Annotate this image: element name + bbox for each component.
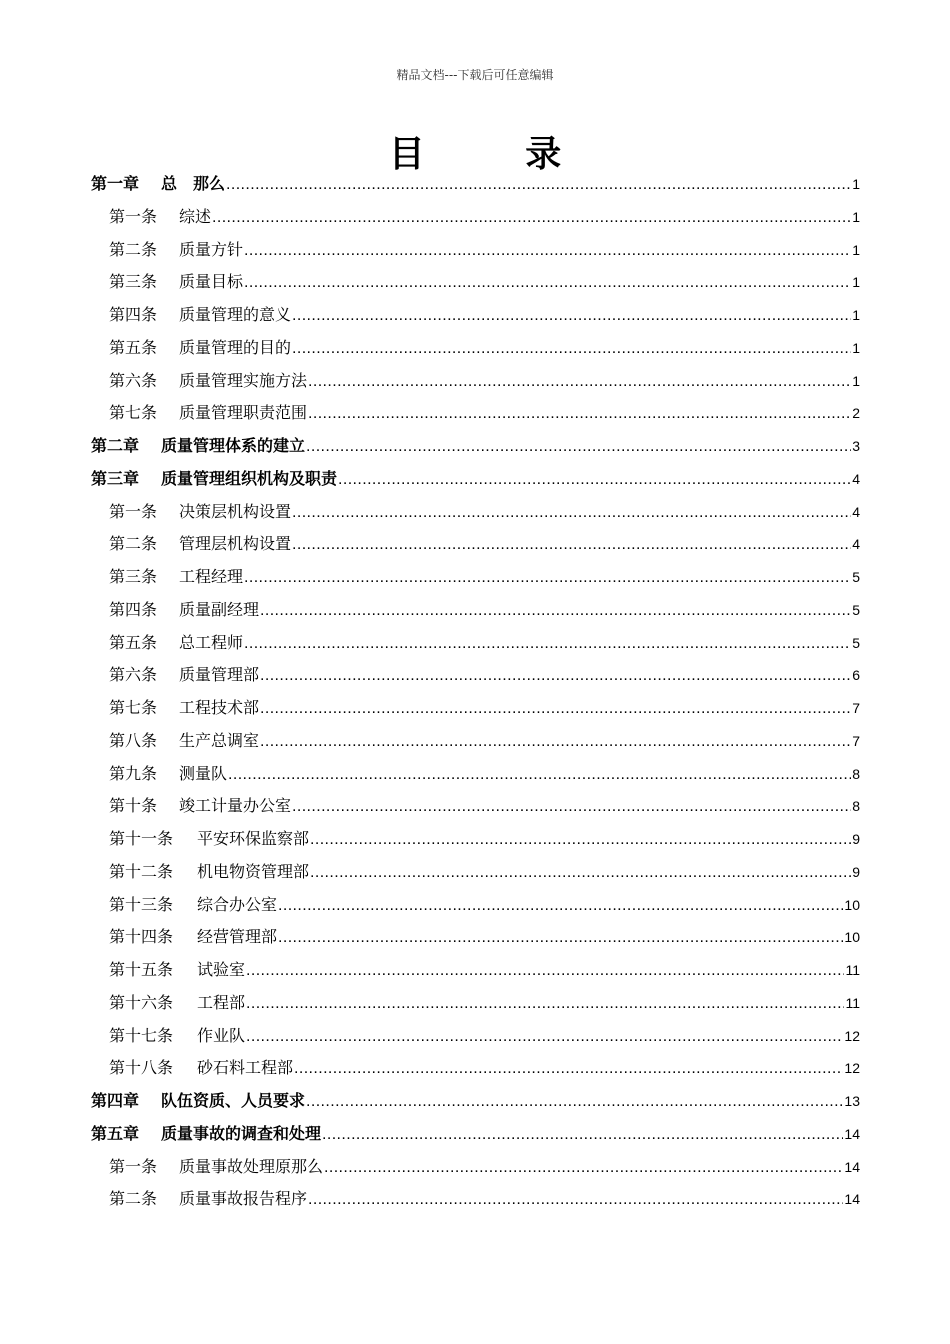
toc-entry[interactable] — [91, 397, 860, 430]
toc-entry[interactable] — [91, 266, 860, 299]
toc-entry-number: 第六条 — [109, 370, 158, 390]
toc-entry-label: 质量管理实施方法 — [179, 370, 308, 390]
toc-entry-page: 12 — [844, 1027, 860, 1044]
toc-entry-page: 10 — [844, 929, 860, 946]
toc-entry-page: 2 — [852, 405, 860, 422]
toc-entry-label: 管理层机构设置 — [179, 534, 292, 554]
toc-entry-label: 质量管理职责范围 — [179, 403, 308, 423]
toc-entry-number: 第一条 — [109, 1156, 158, 1176]
toc-entry[interactable] — [91, 561, 860, 594]
toc-leader-dots — [306, 431, 851, 464]
toc-entry-number: 第四条 — [109, 599, 158, 619]
toc-leader-dots — [310, 857, 851, 890]
toc-entry-label: 质量管理组织机构及职责 — [161, 468, 338, 488]
toc-entry-page: 14 — [844, 1125, 860, 1142]
toc-entry-page: 8 — [852, 798, 860, 815]
toc-entry-page: 4 — [852, 470, 860, 487]
toc-entry-number: 第十五条 — [109, 960, 174, 979]
toc-entry[interactable] — [91, 659, 860, 692]
toc-entry-label: 机电物资管理部 — [197, 861, 310, 881]
toc-entry-number: 第七条 — [109, 403, 158, 423]
toc-entry[interactable] — [91, 790, 860, 823]
toc-entry-page: 7 — [852, 700, 860, 716]
toc-entry-number: 第一条 — [109, 206, 158, 226]
toc-entry-number: 第五章 — [91, 1123, 140, 1143]
toc-entry-label: 砂石料工程部 — [197, 1058, 294, 1078]
toc-entry-number: 第十六条 — [109, 992, 174, 1012]
toc-entry-label: 质量事故的调查和处理 — [161, 1123, 322, 1143]
toc-entry-number: 第十八条 — [109, 1058, 174, 1078]
toc-entry[interactable] — [91, 889, 860, 922]
toc-entry-number: 第三条 — [109, 567, 158, 586]
toc-leader-dots — [292, 529, 851, 562]
toc-entry-page: 4 — [852, 503, 860, 520]
toc-leader-dots — [322, 1119, 843, 1152]
toc-leader-dots — [292, 791, 851, 824]
toc-entry-number: 第七条 — [109, 698, 158, 717]
toc-entry[interactable] — [91, 430, 860, 463]
toc-entry-number: 第四条 — [109, 305, 158, 324]
toc-entry-page: 10 — [844, 896, 860, 913]
toc-entry-page: 13 — [844, 1093, 860, 1109]
toc-entry-label: 总 那么 — [161, 174, 226, 193]
toc-entry-page: 5 — [852, 634, 860, 651]
toc-entry-label: 质量副经理 — [179, 599, 260, 619]
toc-leader-dots — [308, 398, 851, 431]
toc-entry-page: 1 — [852, 307, 860, 323]
toc-entry-number: 第四章 — [91, 1091, 140, 1110]
toc-entry-page: 12 — [844, 1060, 860, 1077]
toc-entry-label: 工程部 — [197, 992, 246, 1012]
toc-entry-number: 第十四条 — [109, 927, 174, 947]
toc-entry-number: 第五条 — [109, 632, 158, 652]
toc-entry-page: 1 — [852, 274, 860, 291]
toc-leader-dots — [260, 660, 851, 693]
toc-entry-label: 竣工计量办公室 — [179, 796, 292, 816]
toc-entry-number: 第二条 — [109, 1189, 158, 1209]
toc-entry[interactable] — [91, 1052, 860, 1085]
toc-entry[interactable] — [91, 496, 860, 529]
toc-entry-label: 质量方针 — [179, 239, 244, 259]
toc-entry-page: 4 — [852, 536, 860, 553]
toc-entry-number: 第十一条 — [109, 829, 174, 848]
toc-entry-label: 质量管理部 — [179, 665, 260, 685]
toc-leader-dots — [260, 726, 851, 759]
toc-entry[interactable] — [91, 692, 860, 725]
toc-leader-dots — [228, 759, 851, 792]
toc-entry-number: 第二章 — [91, 436, 140, 455]
toc-entry[interactable] — [91, 1151, 860, 1184]
toc-entry-label: 平安环保监察部 — [197, 829, 310, 848]
toc-leader-dots — [244, 267, 851, 300]
toc-entry-number: 第十七条 — [109, 1025, 174, 1045]
toc-leader-dots — [294, 1053, 843, 1086]
toc-entry[interactable] — [91, 365, 860, 398]
toc-leader-dots — [260, 595, 851, 628]
toc-entry[interactable] — [91, 234, 860, 267]
toc-entry[interactable] — [91, 1183, 860, 1216]
toc-leader-dots — [308, 1184, 843, 1217]
page-header: 精品文档---下载后可任意编辑 — [396, 68, 554, 82]
toc-leader-dots — [278, 922, 843, 955]
toc-entry-label: 综述 — [179, 206, 212, 226]
toc-entry[interactable] — [91, 1085, 860, 1118]
toc-entry-label: 队伍资质、人员要求 — [161, 1091, 306, 1110]
toc-entry[interactable] — [91, 627, 860, 660]
toc-entry-number: 第十二条 — [109, 861, 174, 881]
toc-entry-label: 作业队 — [197, 1025, 246, 1045]
toc-entry-label: 质量管理的意义 — [179, 305, 292, 324]
toc-entry-number: 第九条 — [109, 763, 158, 783]
toc-entry-page: 1 — [852, 339, 860, 356]
toc-entry-label: 质量管理体系的建立 — [161, 436, 306, 455]
toc-leader-dots — [292, 333, 851, 366]
toc-entry-page: 11 — [845, 962, 860, 978]
toc-leader-dots — [246, 955, 844, 988]
toc-leader-dots — [310, 824, 851, 857]
toc-entry-number: 第八条 — [109, 730, 158, 750]
toc-entry-number: 第一章 — [91, 174, 140, 193]
toc-entry-page: 1 — [852, 372, 860, 389]
toc-entry[interactable] — [91, 725, 860, 758]
toc-entry[interactable] — [91, 954, 860, 987]
toc-entry[interactable] — [91, 299, 860, 332]
toc-entry[interactable] — [91, 1020, 860, 1053]
toc-entry[interactable] — [91, 823, 860, 856]
toc-leader-dots — [244, 562, 851, 595]
toc-entry-page: 6 — [852, 667, 860, 684]
toc-entry-page: 14 — [844, 1191, 860, 1208]
toc-entry-page: 7 — [852, 732, 860, 749]
toc-leader-dots — [226, 169, 851, 202]
toc-leader-dots — [246, 1021, 843, 1054]
toc-leader-dots — [246, 988, 844, 1021]
toc-entry-page: 11 — [845, 994, 860, 1011]
toc-leader-dots — [278, 890, 843, 923]
toc-entry-number: 第二条 — [109, 534, 158, 554]
toc-entry[interactable] — [91, 332, 860, 365]
toc-leader-dots — [308, 366, 851, 399]
toc-leader-dots — [292, 300, 851, 333]
toc-entry-label: 试验室 — [197, 960, 246, 979]
toc-entry[interactable] — [91, 201, 860, 234]
toc-entry-page: 1 — [852, 241, 860, 258]
toc-entry-page: 3 — [852, 438, 860, 454]
toc-entry-number: 第一条 — [109, 501, 158, 521]
toc-entry[interactable] — [91, 594, 860, 627]
toc-entry-number: 第十三条 — [109, 894, 174, 914]
toc-entry-label: 综合办公室 — [197, 894, 278, 914]
toc-entry-label: 经营管理部 — [197, 927, 278, 947]
toc-entry[interactable] — [91, 856, 860, 889]
toc-entry-label: 质量事故报告程序 — [179, 1189, 308, 1209]
toc-leader-dots — [306, 1086, 843, 1119]
page-title: 目 录 — [388, 133, 606, 175]
toc-leader-dots — [212, 202, 851, 235]
toc-leader-dots — [292, 497, 851, 530]
toc-leader-dots — [324, 1152, 843, 1185]
toc-entry-page: 8 — [852, 765, 860, 782]
toc-leader-dots — [338, 464, 851, 497]
toc-entry-number: 第十条 — [109, 796, 158, 816]
toc-leader-dots — [244, 628, 851, 661]
toc-entry-page: 9 — [852, 863, 860, 880]
toc-entry-label: 工程经理 — [179, 567, 244, 586]
toc-entry-label: 质量管理的目的 — [179, 337, 292, 357]
toc-entry[interactable] — [91, 463, 860, 496]
toc-entry[interactable] — [91, 1118, 860, 1151]
toc-entry-label: 质量目标 — [179, 272, 244, 292]
toc-entry-label: 测量队 — [179, 763, 228, 783]
toc-entry-number: 第三条 — [109, 272, 158, 292]
toc-entry-label: 质量事故处理原那么 — [179, 1156, 324, 1176]
toc-entry-page: 1 — [852, 176, 860, 192]
table-of-contents — [91, 168, 860, 1216]
toc-entry-number: 第六条 — [109, 665, 158, 685]
toc-entry-page: 1 — [852, 208, 860, 225]
toc-entry-page: 5 — [852, 601, 860, 618]
toc-entry[interactable] — [91, 168, 860, 201]
toc-entry-number: 第二条 — [109, 239, 158, 259]
toc-entry-page: 5 — [852, 569, 860, 585]
toc-entry-label: 决策层机构设置 — [179, 501, 292, 521]
toc-entry[interactable] — [91, 758, 860, 791]
toc-entry[interactable] — [91, 921, 860, 954]
toc-entry-label: 工程技术部 — [179, 698, 260, 717]
toc-leader-dots — [244, 235, 851, 268]
toc-entry-label: 生产总调室 — [179, 730, 260, 750]
toc-entry[interactable] — [91, 987, 860, 1020]
toc-entry-page: 9 — [852, 831, 860, 847]
toc-entry[interactable] — [91, 528, 860, 561]
toc-leader-dots — [260, 693, 851, 726]
toc-entry-number: 第五条 — [109, 337, 158, 357]
toc-entry-label: 总工程师 — [179, 632, 244, 652]
toc-entry-number: 第三章 — [91, 468, 140, 488]
toc-entry-page: 14 — [844, 1158, 860, 1175]
